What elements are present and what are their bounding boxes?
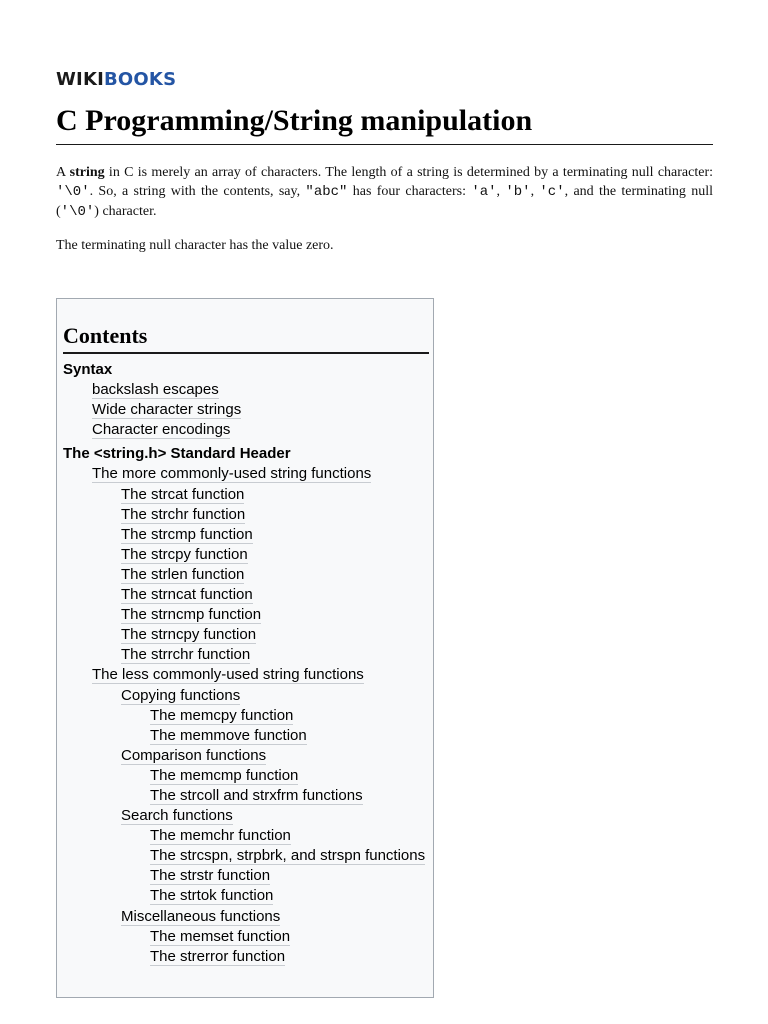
toc-entry[interactable] — [63, 665, 433, 685]
toc-link[interactable]: Wide character strings — [92, 401, 242, 419]
toc-link[interactable]: The less commonly-used string functions — [92, 666, 364, 684]
toc-link[interactable]: The memcpy function — [150, 706, 294, 724]
toc-entry[interactable] — [63, 746, 433, 766]
toc-entry[interactable] — [63, 686, 433, 706]
code-c: 'c' — [539, 184, 565, 200]
toc-heading: Contents — [63, 321, 429, 354]
toc-link[interactable]: The memchr function — [150, 827, 291, 845]
toc-entry[interactable] — [63, 380, 433, 400]
toc-link[interactable]: Copying functions — [121, 686, 241, 704]
toc-link[interactable]: The strerror function — [150, 947, 286, 965]
toc-entry[interactable] — [63, 444, 433, 464]
toc-link[interactable]: The memcmp function — [150, 766, 299, 784]
toc-link[interactable]: The strncat function — [121, 586, 253, 604]
toc-link[interactable]: backslash escapes — [92, 381, 219, 399]
wikibooks-logo[interactable] — [56, 68, 176, 92]
toc-entry[interactable] — [63, 645, 433, 665]
toc-entry[interactable] — [63, 464, 433, 484]
toc-entry[interactable] — [63, 505, 433, 525]
page-title: C Programming/String manipulation — [56, 102, 713, 145]
code-b: 'b' — [505, 184, 531, 200]
code-a: 'a' — [471, 184, 497, 200]
toc-entry[interactable] — [63, 605, 433, 625]
toc-link[interactable]: The strlen function — [121, 565, 245, 583]
toc-link[interactable]: Syntax — [63, 361, 113, 378]
toc-link[interactable]: The strcoll and strxfrm functions — [150, 786, 363, 804]
toc-entry[interactable] — [63, 420, 433, 440]
toc-link[interactable]: The memmove function — [150, 726, 307, 744]
toc-link[interactable]: The strncpy function — [121, 626, 257, 644]
toc-entry[interactable] — [63, 866, 433, 886]
toc-link[interactable]: The strstr function — [150, 867, 271, 885]
toc-entry[interactable] — [63, 400, 433, 420]
toc-entry[interactable] — [63, 565, 433, 585]
toc-link[interactable]: Character encodings — [92, 421, 231, 439]
toc-entry[interactable] — [63, 927, 433, 947]
toc-entry[interactable] — [63, 806, 433, 826]
term-string: string — [69, 165, 105, 180]
toc-link[interactable]: Comparison functions — [121, 746, 267, 764]
toc-link[interactable]: The strncmp function — [121, 606, 262, 624]
toc-link[interactable]: Miscellaneous functions — [121, 907, 281, 925]
toc-link[interactable]: Search functions — [121, 807, 233, 825]
logo-wiki-text: WIKI — [56, 69, 104, 90]
toc-link[interactable]: The <string.h> Standard Header — [63, 445, 291, 463]
toc-entry[interactable] — [63, 947, 433, 967]
toc-entry[interactable] — [63, 786, 433, 806]
toc-link[interactable]: The strcpy function — [121, 545, 248, 563]
toc-link[interactable]: The strchr function — [121, 505, 246, 523]
toc-entry[interactable] — [63, 726, 433, 746]
toc-entry[interactable] — [63, 360, 433, 380]
toc-entry[interactable] — [63, 585, 433, 605]
toc-link[interactable]: The more commonly-used string functions — [92, 465, 372, 483]
toc-entry[interactable] — [63, 545, 433, 565]
code-null-char-2: '\0' — [60, 204, 95, 220]
toc-entry[interactable] — [63, 625, 433, 645]
toc-link[interactable]: The strtok function — [150, 887, 274, 905]
toc-link[interactable]: The strcmp function — [121, 525, 253, 543]
code-abc: "abc" — [305, 184, 348, 200]
toc-entry[interactable] — [63, 907, 433, 927]
page-bottom-margin — [0, 998, 768, 1024]
toc-list — [63, 360, 433, 967]
toc-link[interactable]: The strrchr function — [121, 646, 251, 664]
toc-entry[interactable] — [63, 525, 433, 545]
toc-entry[interactable] — [63, 485, 433, 505]
toc-link[interactable]: The memset function — [150, 927, 291, 945]
toc-entry[interactable] — [63, 826, 433, 846]
toc-link[interactable]: The strcspn, strpbrk, and strspn functions — [150, 847, 426, 865]
intro-paragraph-2: The terminating null character has the value zero. — [56, 238, 334, 253]
toc-entry[interactable] — [63, 846, 433, 866]
toc-entry[interactable] — [63, 766, 433, 786]
intro-paragraph-1: A string in C is merely an array of characters. The length of a string is determined by a terminating null character: '\0'. So, a string with the contents, say, "abc" has four characters: 'a', 'b', 'c', and the terminating null ('\0') character. — [56, 165, 714, 220]
code-null-char: '\0' — [56, 184, 90, 200]
toc-entry[interactable] — [63, 886, 433, 906]
intro-section — [56, 163, 713, 255]
toc-entry[interactable] — [63, 706, 433, 726]
toc-link[interactable]: The strcat function — [121, 485, 245, 503]
table-of-contents — [56, 298, 434, 998]
logo-books-text: BOOKS — [104, 69, 177, 90]
